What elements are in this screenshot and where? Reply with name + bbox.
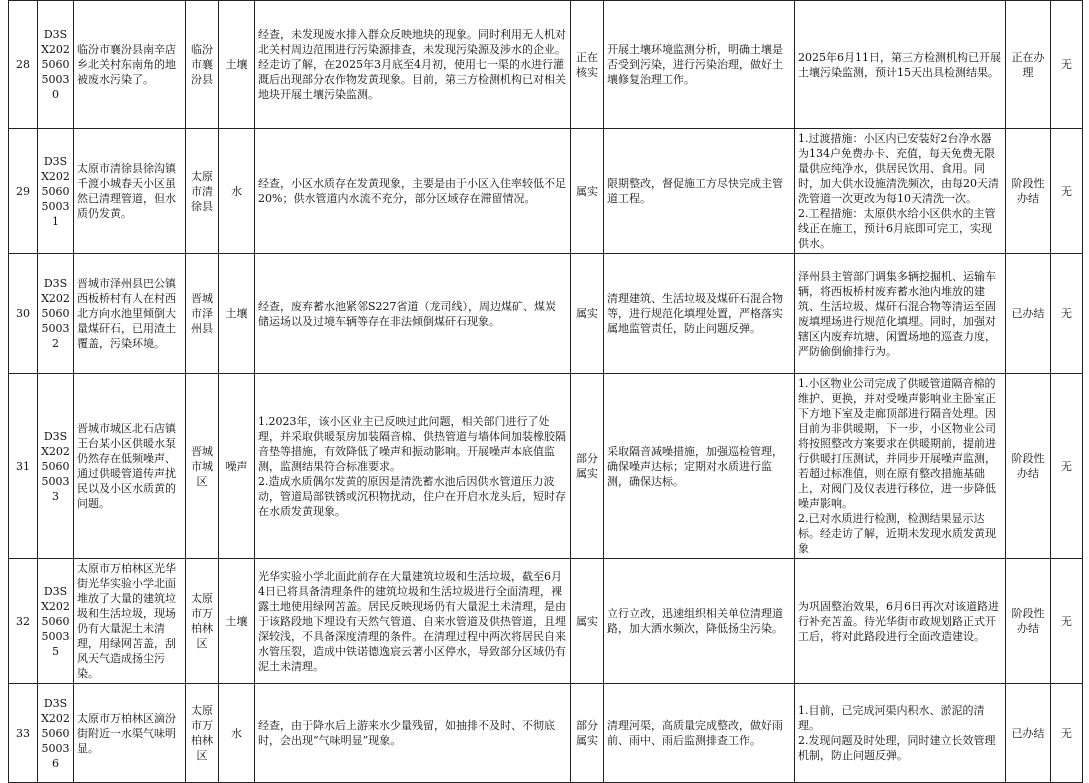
status-cell: 阶段性办结 [1006, 559, 1051, 684]
table-row [9, 374, 1083, 559]
issue-description-cell: 太原市万柏林区滴汾街附近一水渠气味明显。 [74, 684, 186, 783]
status-cell: 已办结 [1006, 254, 1051, 374]
area-cell: 太原市万柏林区 [186, 684, 219, 783]
investigation-result-cell: 经查，废弃蓄水池紧邻S227省道（龙司线），周边煤矿、煤炭储运场以及过境车辆等存在非法倾倒煤矸石现象。 [255, 254, 571, 374]
case-code-cell: D3SX202506050032 [38, 254, 74, 374]
rectification-measures-cell: 立行立改，迅速组织相关单位清理道路，加大洒水频次，降低扬尘污染。 [604, 559, 795, 684]
progress-cell: 1.小区物业公司完成了供暖管道隔音棉的维护、更换，并对受噪声影响业主卧室正下方地下室及走廊顶部进行隔音处理。因目前为非供暖期，下一步，小区物业公司将按照整改方案要求在供暖期前，提前进行供暖打压测试，并同步开展噪声监测，若超过标准值，则在原有整改措施基础上，对阀门及仪表进行移位，进一步降低噪声影响。 2.已对水质进行检测，检测结果显示达标。经走访了解，近期未发现水质发黄现象 [795, 374, 1006, 559]
area-cell: 晋城市城区 [186, 374, 219, 559]
case-code-cell: D3SX202506050035 [38, 559, 74, 684]
table-row [9, 129, 1083, 254]
row-number-cell: 29 [9, 129, 38, 254]
area-cell: 太原市清徐县 [186, 129, 219, 254]
table-row [9, 684, 1083, 783]
progress-cell: 泽州县主管部门调集多辆挖掘机、运输车辆，将西板桥村废弃蓄水池内堆放的建筑、生活垃圾、煤矸石混合物等清运至固废填埋场进行规范化填埋。同时，加强对辖区内废弃坑塘、闲置场地的巡查力度，严防偷倒偷排行为。 [795, 254, 1006, 374]
rectification-measures-cell: 开展土壤环境监测分析，明确土壤是否受到污染，进行污染治理，做好土壤修复治理工作。 [604, 1, 795, 129]
complaint-table [8, 0, 1083, 783]
investigation-result-cell: 经查，小区水质存在发黄现象，主要是由于小区入住率较低不足20%；供水管道内水流不充分，部分区域存在滞留情况。 [255, 129, 571, 254]
investigation-result-cell: 经查，未发现废水排入群众反映地块的现象。同时利用无人机对北关村周边范围进行污染源排查，未发现污染源及涉水的企业。 经走访了解，在2025年3月底至4月初，使用七一渠的水进行灌溉后出现部分农作物发黄现象。目前，第三方检测机构已对相关地块开展土壤污染监测。 [255, 1, 571, 129]
rectification-measures-cell: 采取隔音减噪措施，加强巡检管理，确保噪声达标；定期对水质进行监测，确保达标。 [604, 374, 795, 559]
issue-description-cell: 太原市清徐县徐沟镇千渡小城春天小区虽然已清理管道，但水质仍发黄。 [74, 129, 186, 254]
accountability-cell: 无 [1051, 374, 1083, 559]
status-cell: 阶段性办结 [1006, 374, 1051, 559]
investigation-result-cell: 1.2023年，该小区业主已反映过此问题，相关部门进行了处理，并采取供暖泵房加装隔音棉、供热管道与墙体间加装橡胶隔音垫等措施，有效降低了噪声和振动影响。开展噪声本底值监测，监测结果符合标准要求。 2.造成水质偶尔发黄的原因是清洗蓄水池后因供水管道压力波动，管道局部铁锈或沉积物扰动，住户在开启水龙头后，短时存在水质发黄现象。 [255, 374, 571, 559]
issue-description-cell: 晋城市城区北石店镇王台某小区供暖水泵仍然存在低频噪声、通过供暖管道传声扰民以及小区水质黄的问题。 [74, 374, 186, 559]
verdict-cell: 属实 [571, 254, 604, 374]
rectification-measures-cell: 清理建筑、生活垃圾及煤矸石混合物等，进行规范化填埋处置，严格落实属地监管责任，防止问题反弹。 [604, 254, 795, 374]
row-number-cell: 31 [9, 374, 38, 559]
row-number-cell: 28 [9, 1, 38, 129]
verdict-cell: 部分属实 [571, 374, 604, 559]
area-cell: 晋城市泽州县 [186, 254, 219, 374]
case-code-cell: D3SX202506050033 [38, 374, 74, 559]
issue-description-cell: 临汾市襄汾县南辛店乡北关村东南角的地被废水污染了。 [74, 1, 186, 129]
area-cell: 临汾市襄汾县 [186, 1, 219, 129]
case-code-cell: D3SX202506050030 [38, 1, 74, 129]
rectification-measures-cell: 限期整改，督促施工方尽快完成主管道工程。 [604, 129, 795, 254]
verdict-cell: 部分属实 [571, 684, 604, 783]
pollution-type-cell: 土壤 [219, 559, 255, 684]
area-cell: 太原市万柏林区 [186, 559, 219, 684]
investigation-result-cell: 经查，由于降水后上游来水少量残留，如抽排不及时、不彻底时，会出现“气味明显”现象。 [255, 684, 571, 783]
status-cell: 正在办理 [1006, 1, 1051, 129]
status-cell: 阶段性办结 [1006, 129, 1051, 254]
rectification-measures-cell: 清理河渠，高质量完成整改，做好雨前、雨中、雨后监测排查工作。 [604, 684, 795, 783]
accountability-cell: 无 [1051, 254, 1083, 374]
accountability-cell: 无 [1051, 684, 1083, 783]
case-code-cell: D3SX202506050036 [38, 684, 74, 783]
verdict-cell: 属实 [571, 129, 604, 254]
accountability-cell: 无 [1051, 1, 1083, 129]
status-cell: 已办结 [1006, 684, 1051, 783]
progress-cell: 2025年6月11日，第三方检测机构已开展土壤污染监测，预计15天出具检测结果。 [795, 1, 1006, 129]
issue-description-cell: 晋城市泽州县巴公镇西板桥村有人在村西北方向水池里倾倒大量煤矸石，已用渣土覆盖，污染环境。 [74, 254, 186, 374]
progress-cell: 为巩固整治效果，6月6日再次对该道路进行补充苫盖。待光华街市政规划路正式开工后，将对此路段进行全面改造建设。 [795, 559, 1006, 684]
progress-cell: 1.目前，已完成河渠内积水、淤泥的清理。 2.发现问题及时处理，同时建立长效管理机制，防止问题反弹。 [795, 684, 1006, 783]
issue-description-cell: 太原市万柏林区光华街光华实验小学北面堆放了大量的建筑垃圾和生活垃圾，现场仍有大量泥土未清理，用绿网苫盖，刮风天气造成扬尘污染。 [74, 559, 186, 684]
progress-cell: 1.过渡措施：小区内已安装好2台净水器为134户免费办卡、充值，每天免费无限量供应纯净水，供居民饮用、食用。同时，加大供水设施清洗频次，由每20天清洗管道一次更改为每10天清洗一次。 2.工程措施：太原供水给小区供水的主管线正在施工，预计6月底即可完工，实现供水。 [795, 129, 1006, 254]
investigation-result-cell: 光华实验小学北面此前存在大量建筑垃圾和生活垃圾，截至6月4日已将具备清理条件的建筑垃圾和生活垃圾进行全面清理，裸露土地使用绿网苫盖。居民反映现场仍有大量泥土未清理，是由于该路段地下埋设有天然气管道、自来水管道及供热管道，且埋深较浅，不具备深度清理的条件。在清理过程中两次将居民自来水管压裂，造成中铁诺德逸宸云著小区停水，导致部分区域仍有泥土未清理。 [255, 559, 571, 684]
verdict-cell: 属实 [571, 559, 604, 684]
row-number-cell: 30 [9, 254, 38, 374]
verdict-cell: 正在核实 [571, 1, 604, 129]
table-row [9, 254, 1083, 374]
table-row [9, 559, 1083, 684]
pollution-type-cell: 土壤 [219, 254, 255, 374]
pollution-type-cell: 噪声 [219, 374, 255, 559]
pollution-type-cell: 土壤 [219, 1, 255, 129]
table-row [9, 1, 1083, 129]
pollution-type-cell: 水 [219, 684, 255, 783]
accountability-cell: 无 [1051, 559, 1083, 684]
accountability-cell: 无 [1051, 129, 1083, 254]
row-number-cell: 33 [9, 684, 38, 783]
row-number-cell: 32 [9, 559, 38, 684]
case-code-cell: D3SX202506050031 [38, 129, 74, 254]
pollution-type-cell: 水 [219, 129, 255, 254]
